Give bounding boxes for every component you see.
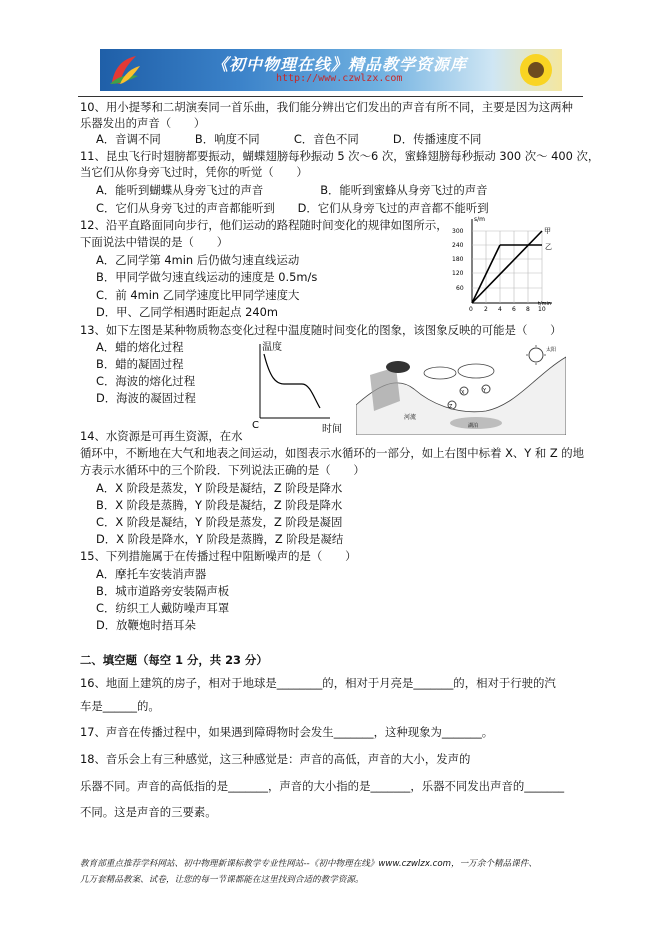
cloud-2 (458, 364, 494, 378)
footer-line1: 教育部重点推荐学科网站、初中物理新课标教学专业性网站--《初中物理在线》www.czwlzx.com，一万余个精品课件、 (80, 859, 537, 869)
q15-option-c: C．纺织工人戴防噪声耳罩 (96, 601, 230, 615)
q12-option-b: B．甲同学做匀速直线运动的速度是 0.5m/s (96, 270, 318, 284)
q13-option-c: C．海波的熔化过程 (96, 374, 196, 388)
cloud-1 (424, 367, 456, 379)
sun-icon (529, 348, 543, 362)
q14-line3: 方表示水循环中的三个阶段．下列说法正确的是（ ） (80, 463, 365, 477)
q15-line1: 15、下列措施属于在传播过程中阻断噪声的是（ ） (80, 549, 357, 563)
water-cycle-figure (356, 345, 566, 435)
st-graph (448, 213, 558, 313)
river-label: 河流 (404, 414, 417, 421)
q10-options: A．音调不同 B．响度不同 C．音色不同 D．传播速度不同 (96, 132, 482, 146)
x-tick: 0 (469, 306, 473, 313)
y-tick: 180 (452, 256, 464, 263)
label-jia: 甲 (544, 227, 551, 235)
q13-option-a: A．蜡的熔化过程 (96, 340, 184, 354)
x-tick: 10 (538, 306, 546, 313)
x-tick: 8 (526, 306, 530, 313)
q10-line2: 乐器发出的声音（ ） (80, 116, 206, 130)
q12-line1: 12、沿平直路面同向步行，他们运动的路程随时间变化的规律如图所示， (80, 218, 448, 232)
q10-line1: 10、用小提琴和二胡演奏同一首乐曲，我们能分辨出它们发出的声音有所不同，主要是因为这两种 (80, 100, 573, 114)
lake-label: 湖泊 (468, 423, 479, 429)
q11-option-cd: C．它们从身旁飞过的声音都能听到 D．它们从身旁飞过的声音都不能听到 (96, 201, 489, 215)
q13-option-d: D．海波的凝固过程 (96, 391, 196, 405)
label-yi: 乙 (545, 243, 552, 251)
banner-url: http://www.czwlzx.com (276, 73, 403, 84)
q14-line2: 循环中，不断地在大气和地表之间运动，如图表示水循环的一部分，如上右图中标着 X、Y 和 Z 的地 (80, 446, 585, 460)
origin-label: C (252, 420, 259, 431)
y-tick: 240 (452, 242, 464, 249)
temp-label: 温度 (262, 342, 282, 353)
sun-label: 太阳 (546, 347, 557, 353)
header-banner (100, 49, 562, 91)
site-logo-icon (106, 52, 142, 88)
q14-option-d: D．X 阶段是降水，Y 阶段是蒸腾，Z 阶段是凝结 (96, 532, 344, 546)
q12-option-a: A．乙同学第 4min 后仍做匀速直线运动 (96, 253, 300, 267)
q12-line2: 下面说法中错误的是（ ） (80, 235, 229, 249)
jia-line (472, 231, 542, 303)
x-label: X (461, 390, 465, 396)
header-rule (78, 96, 583, 97)
temp-time-graph (250, 338, 345, 436)
y-tick: 120 (452, 270, 464, 277)
footer-line2: 几万套精品教案、试卷，让您的每一节课都能在这里找到合适的教学资源。 (80, 875, 364, 885)
q15-option-a: A．摩托车安装消声器 (96, 567, 207, 581)
q16-line2: 车是______的。 (80, 699, 160, 713)
x-unit: t/min (538, 301, 552, 307)
cloud-dark (386, 361, 410, 373)
x-tick: 4 (498, 306, 502, 313)
section-heading: 二、填空题（每空 1 分，共 23 分） (80, 653, 268, 667)
q11-line1: 11、昆虫飞行时翅膀都要振动，蝴蝶翅膀每秒振动 5 次～6 次，蜜蜂翅膀每秒振动 300 次～ 400 次， (80, 149, 600, 163)
y-label: Y (483, 388, 487, 394)
q18-line3: 不同。这是声音的三要素。 (80, 805, 217, 819)
time-label: 时间 (322, 424, 342, 435)
q15-option-b: B．城市道路旁安装隔声板 (96, 584, 230, 598)
y-tick: 60 (456, 285, 464, 292)
q17-line: 17、声音在传播过程中，如果遇到障碍物时会发生_______，这种现象为_______。 (80, 725, 494, 739)
q14-line1: 14、水资源是可再生资源，在水 (80, 429, 243, 443)
q12-option-c: C．前 4min 乙同学速度比甲同学速度大 (96, 288, 300, 302)
x-tick: 2 (484, 306, 488, 313)
q14-option-c: C．X 阶段是凝结，Y 阶段是蒸发，Z 阶段是凝固 (96, 515, 343, 529)
q11-option-ab: A．能听到蝴蝶从身旁飞过的声音 B．能听到蜜蜂从身旁飞过的声音 (96, 183, 488, 197)
y-tick: 300 (452, 228, 464, 235)
q12-option-d: D．甲、乙同学相遇时距起点 240m (96, 305, 278, 319)
y-unit: s/m (474, 216, 485, 223)
z-label: Z (449, 404, 453, 410)
q15-option-d: D．放鞭炮时捂耳朵 (96, 618, 196, 632)
x-tick: 6 (512, 306, 516, 313)
q18-line1: 18、音乐会上有三种感觉，这三种感觉是：声音的高低，声音的大小，发声的 (80, 752, 471, 766)
q16-line1: 16、地面上建筑的房子，相对于地球是________的，相对于月亮是_______的，相对于行驶的汽 (80, 676, 556, 690)
sunflower-icon (516, 51, 556, 89)
q11-line2: 当它们从你身旁飞过时，凭你的听觉（ ） (80, 165, 308, 179)
q13-line1: 13、如下左图是某种物质物态变化过程中温度随时间变化的图象，该图象反映的可能是（ ） (80, 323, 562, 337)
q14-option-a: A．X 阶段是蒸发，Y 阶段是凝结，Z 阶段是降水 (96, 481, 343, 495)
temp-curve (264, 354, 320, 408)
banner-title: 《初中物理在线》精品教学资源库 (212, 55, 468, 74)
q13-option-b: B．蜡的凝固过程 (96, 357, 184, 371)
q14-option-b: B．X 阶段是蒸腾，Y 阶段是凝结，Z 阶段是降水 (96, 498, 343, 512)
q18-line2: 乐器不同。声音的高低指的是_______，声音的大小指的是_______，乐器不同发出声音的_______ (80, 779, 565, 793)
